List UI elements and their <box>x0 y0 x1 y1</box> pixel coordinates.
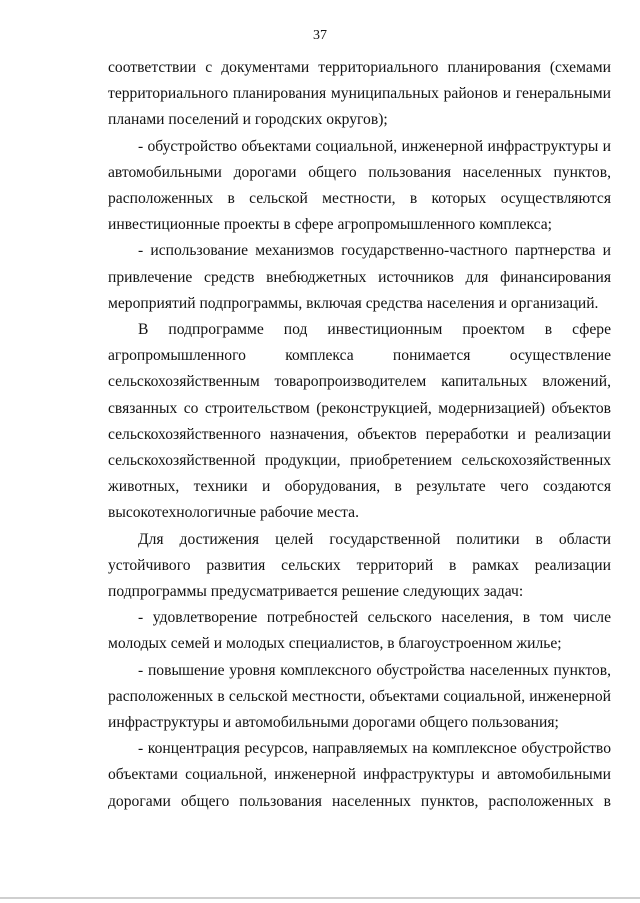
text-line: автомобильными дорогами общего пользования населенных пунктов, <box>108 163 611 181</box>
text-line: расположенных в сельской местности, объектами социальной, инженерной <box>108 687 611 705</box>
text-line: - удовлетворение потребностей сельского населения, в том числе <box>138 609 611 627</box>
text-line: - обустройство объектами социальной, инженерной инфраструктуры и <box>138 137 611 155</box>
text-line: животных, техники и оборудования, в результате чего создаются <box>108 478 611 496</box>
text-line: - повышение уровня комплексного обустройства населенных пунктов, <box>138 661 611 679</box>
text-line: связанных со строительством (реконструкцией, модернизацией) объектов <box>108 399 611 417</box>
scan-edge-line <box>0 897 640 899</box>
paragraph <box>108 317 611 527</box>
paragraph <box>108 55 611 134</box>
text-line: планами поселений и городских округов); <box>108 111 388 129</box>
paragraph <box>108 527 611 606</box>
text-line: дорогами общего пользования населенных пунктов, расположенных в <box>108 792 611 810</box>
text-line: соответствии с документами территориального планирования (схемами <box>108 59 611 76</box>
page-number: 37 <box>313 28 327 43</box>
text-line: территориального планирования муниципальных районов и генеральными <box>108 85 611 103</box>
text-line: мероприятий подпрограммы, включая средства населения и организаций. <box>108 294 599 312</box>
text-line: молодых семей и молодых специалистов, в благоустроенном жилье; <box>108 635 562 653</box>
text-line: подпрограммы предусматривается решение следующих задач: <box>108 583 524 601</box>
document-body <box>108 55 611 815</box>
text-line: расположенных в сельской местности, в которых осуществляются <box>108 190 611 208</box>
text-line: Для достижения целей государственной политики в области <box>138 530 611 548</box>
text-line: высокотехнологичные рабочие места. <box>108 504 359 522</box>
text-line: - концентрация ресурсов, направляемых на комплексное обустройство <box>138 740 611 758</box>
text-line: В подпрограмме под инвестиционным проектом в сфере <box>138 321 611 339</box>
paragraph <box>108 736 611 815</box>
text-line: объектами социальной, инженерной инфраструктуры и автомобильными <box>108 766 611 784</box>
text-line: привлечение средств внебюджетных источников для финансирования <box>108 268 611 286</box>
paragraph <box>108 134 611 239</box>
paragraph <box>108 238 611 317</box>
paragraph <box>108 605 611 657</box>
text-line: устойчивого развития сельских территорий в рамках реализации <box>108 556 611 574</box>
text-line: - использование механизмов государственно-частного партнерства и <box>138 242 611 260</box>
text-line: инвестиционные проекты в сфере агропромышленного комплекса; <box>108 216 553 234</box>
text-line: сельскохозяйственной продукции, приобретением сельскохозяйственных <box>108 452 611 470</box>
text-line: сельскохозяйственного назначения, объектов переработки и реализации <box>108 425 611 443</box>
text-line: сельскохозяйственным товаропроизводителем капитальных вложений, <box>108 373 611 391</box>
paragraph <box>108 658 611 737</box>
text-line: агропромышленного комплекса понимается осуществление <box>108 347 611 365</box>
text-line: инфраструктуры и автомобильными дорогами общего пользования; <box>108 714 559 732</box>
